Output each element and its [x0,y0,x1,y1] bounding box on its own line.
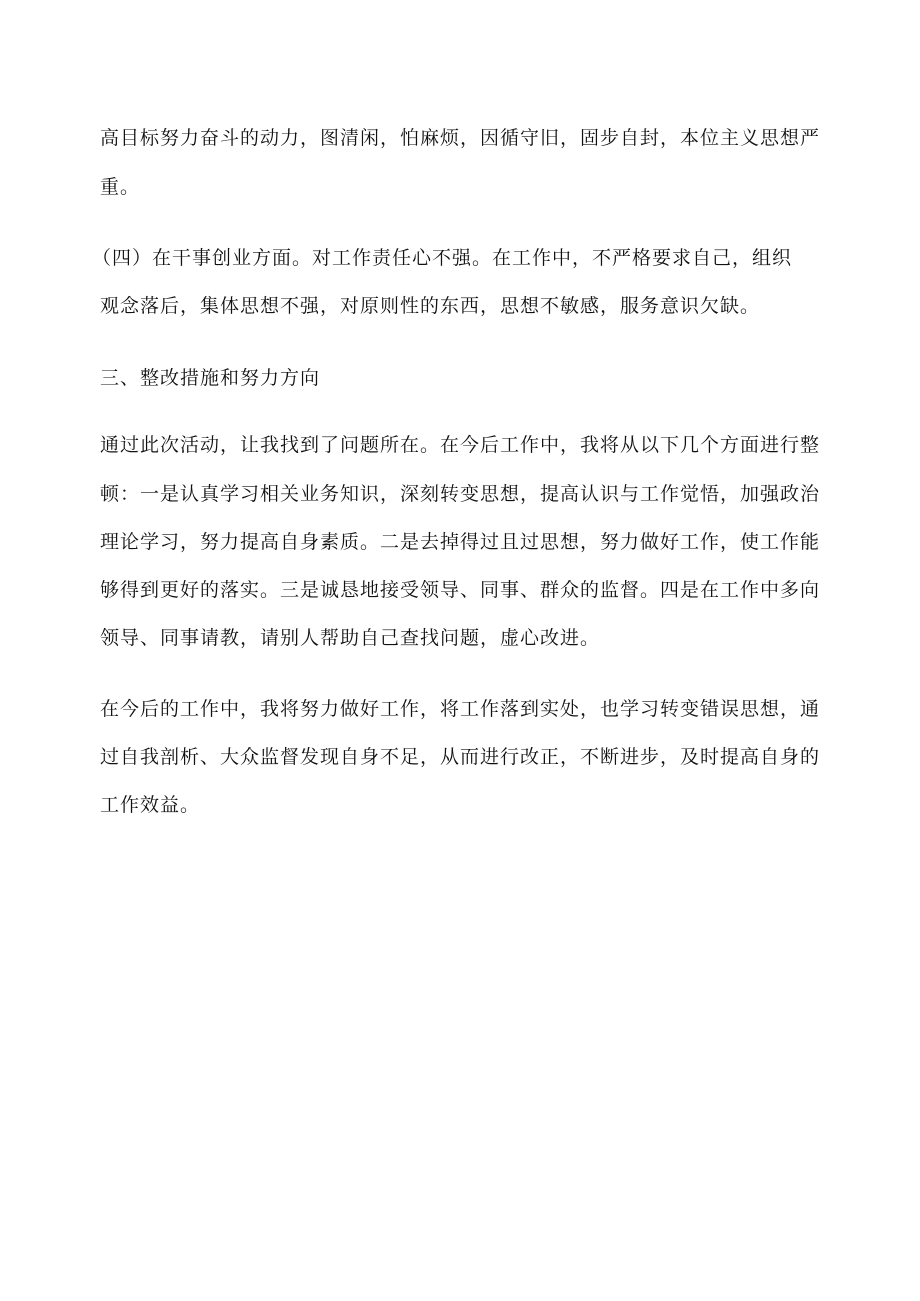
paragraph-line: （四）在干事创业方面。对工作责任心不强。在工作中，不严格要求自己，组织 [92,247,793,269]
section-heading: 三、整改措施和努力方向 [100,367,321,389]
paragraph-line: 在今后的工作中，我将努力做好工作，将工作落到实处，也学习转变错误思想，通 [100,698,821,720]
paragraph-line: 够得到更好的落实。三是诚恳地接受领导、同事、群众的监督。四是在工作中多向 [100,579,821,601]
paragraph-line: 过自我剖析、大众监督发现自身不足，从而进行改正，不断进步，及时提高自身的 [100,746,821,768]
paragraph-line: 领导、同事请教，请别人帮助自己查找问题，虚心改进。 [100,627,601,649]
paragraph-line: 理论学习，努力提高自身素质。二是去掉得过且过思想，努力做好工作，使工作能 [100,531,821,553]
paragraph-line: 重。 [100,176,141,198]
paragraph-line: 顿：一是认真学习相关业务知识，深刻转变思想，提高认识与工作觉悟，加强政治 [100,483,821,505]
paragraph-line: 观念落后，集体思想不强，对原则性的东西，思想不敏感，服务意识欠缺。 [100,295,761,317]
paragraph-line: 高目标努力奋斗的动力，图清闲，怕麻烦，因循守旧，固步自封，本位主义思想严 [100,127,821,149]
paragraph-line: 工作效益。 [100,794,201,816]
paragraph-line: 通过此次活动，让我找到了问题所在。在今后工作中，我将从以下几个方面进行整 [100,434,821,456]
